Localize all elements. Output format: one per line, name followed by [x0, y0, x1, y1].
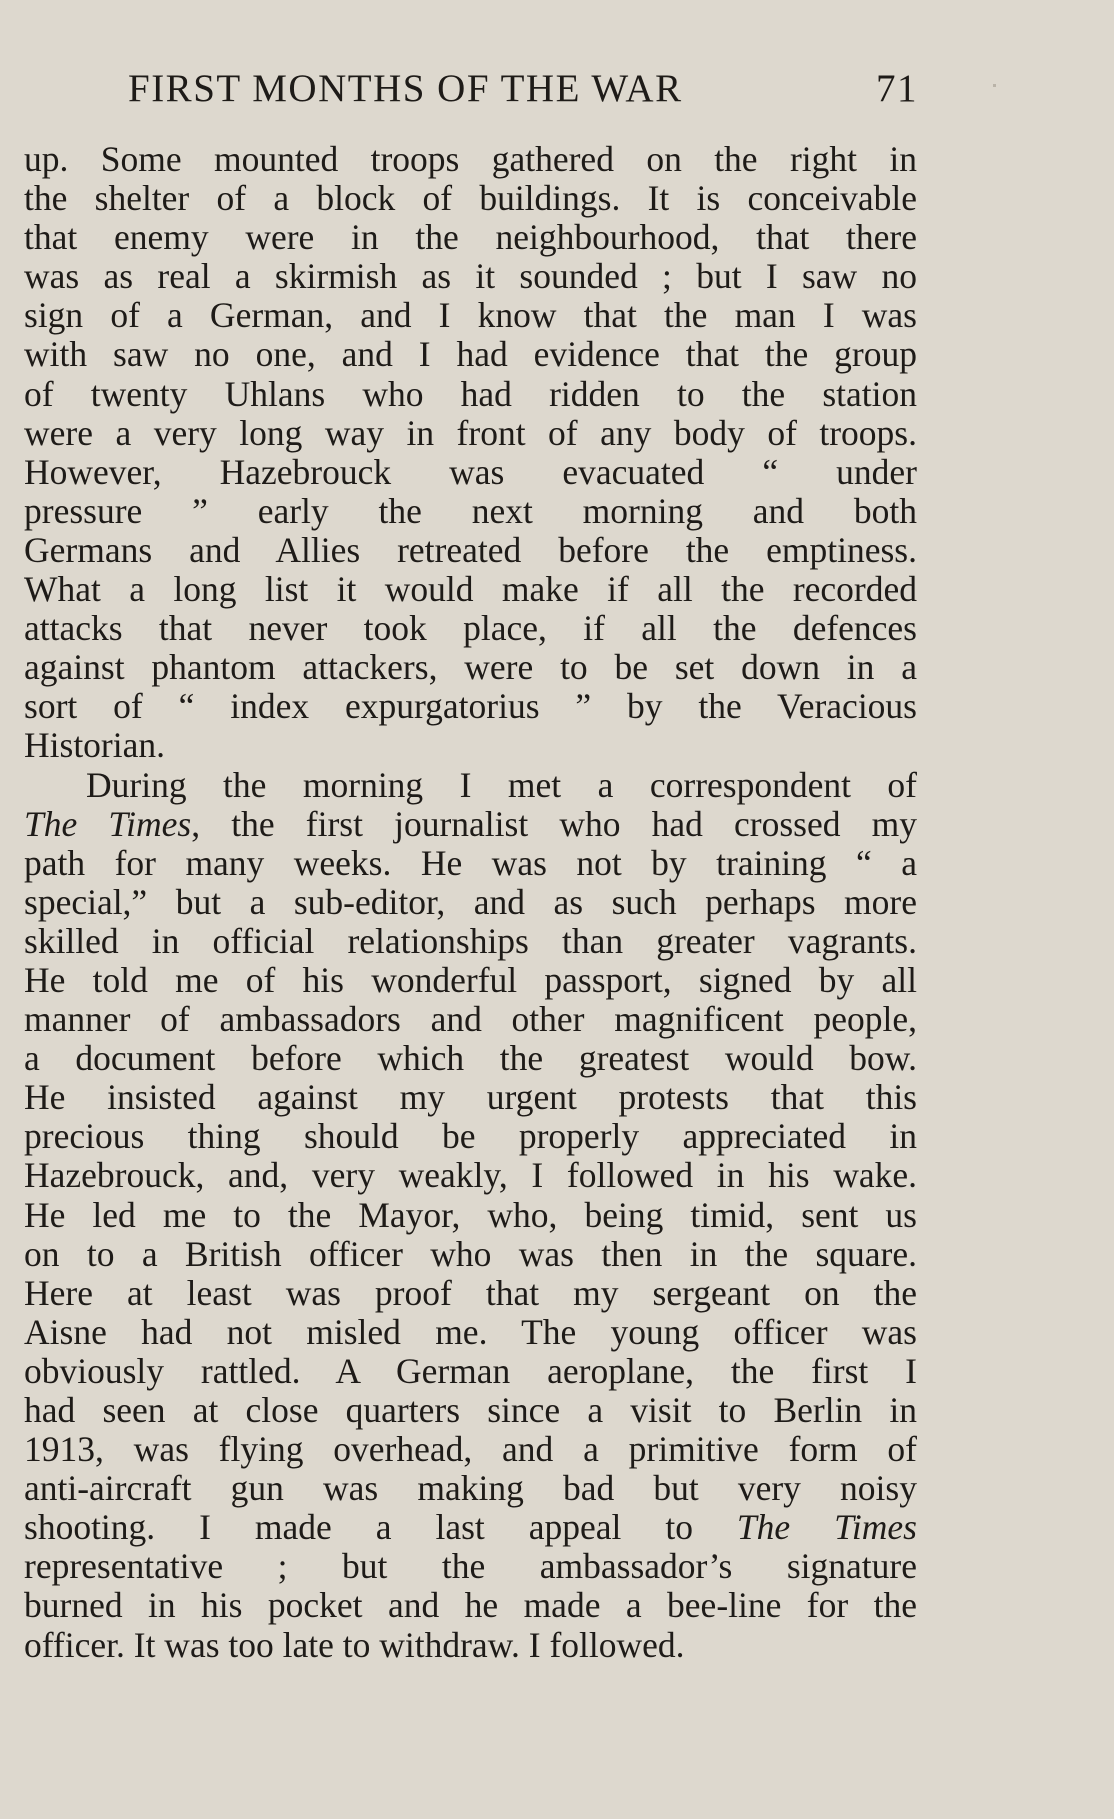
- text-line: burned in his pocket and he made a bee-line for the: [24, 1585, 917, 1626]
- text-line: sort of “ index expurgatorius ” by the Veracious: [24, 686, 917, 727]
- page-number: 71: [876, 67, 918, 110]
- text-line: [24, 1508, 917, 1547]
- text-line: 1913, was flying overhead, and a primitive form of: [24, 1429, 917, 1470]
- text-line: manner of ambassadors and other magnificent people,: [24, 999, 917, 1040]
- text-line: During the morning I met a correspondent of: [86, 764, 917, 805]
- text-line: sign of a German, and I know that the man I was: [24, 295, 917, 336]
- body-text: [24, 140, 917, 1665]
- text-run: shooting. I made a last appeal to: [24, 1507, 737, 1548]
- text-line: He insisted against my urgent protests that this: [24, 1077, 917, 1118]
- text-line: pressure ” early the next morning and both: [24, 490, 917, 531]
- text-line: However, Hazebrouck was evacuated “ under: [24, 451, 917, 492]
- text-line: He told me of his wonderful passport, signed by all: [24, 959, 917, 1000]
- text-line: Historian.: [24, 725, 165, 766]
- text-line: the shelter of a block of buildings. It is conceivable: [24, 178, 917, 219]
- text-line: He led me to the Mayor, who, being timid, sent us: [24, 1194, 917, 1235]
- text-line: Germans and Allies retreated before the emptiness.: [24, 529, 917, 570]
- text-line: of twenty Uhlans who had ridden to the station: [24, 373, 917, 414]
- paper-speck: [993, 84, 996, 87]
- running-head: [128, 66, 918, 114]
- text-line: a document before which the greatest would bow.: [24, 1038, 917, 1079]
- text-line: precious thing should be properly appreciated in: [24, 1116, 917, 1157]
- text-run: , the first journalist who had crossed my: [191, 803, 917, 844]
- newspaper-title: The Times: [24, 803, 192, 844]
- text-line: Aisne had not misled me. The young officer was: [24, 1311, 917, 1352]
- text-line: was as real a skirmish as it sounded ; but I saw no: [24, 256, 917, 297]
- text-line: officer. It was too late to withdraw. I followed.: [24, 1624, 685, 1665]
- text-line: Hazebrouck, and, very weakly, I followed in his wake.: [24, 1155, 917, 1196]
- text-line: against phantom attackers, were to be set down in a: [24, 647, 917, 688]
- text-line: up. Some mounted troops gathered on the right in: [24, 139, 917, 179]
- text-line: representative ; but the ambassador’s signature: [24, 1546, 917, 1587]
- text-line: were a very long way in front of any body of troops.: [24, 412, 917, 453]
- text-line: on to a British officer who was then in the square.: [24, 1233, 917, 1274]
- text-line: attacks that never took place, if all the defences: [24, 608, 917, 649]
- text-line: that enemy were in the neighbourhood, that there: [24, 217, 917, 258]
- text-line: with saw no one, and I had evidence that the group: [24, 334, 917, 375]
- text-line: obviously rattled. A German aeroplane, the first I: [24, 1350, 917, 1391]
- text-line: What a long list it would make if all the recorded: [24, 569, 917, 610]
- text-line: Here at least was proof that my sergeant on the: [24, 1272, 917, 1313]
- chapter-title: FIRST MONTHS OF THE WAR: [128, 67, 683, 110]
- newspaper-title: The Times: [736, 1507, 917, 1548]
- text-line: [24, 805, 917, 844]
- text-line: anti-aircraft gun was making bad but very noisy: [24, 1468, 917, 1509]
- text-line: skilled in official relationships than greater vagrants.: [24, 920, 917, 961]
- text-line: special,” but a sub-editor, and as such perhaps more: [24, 881, 917, 922]
- text-line: had seen at close quarters since a visit to Berlin in: [24, 1390, 917, 1430]
- text-line: path for many weeks. He was not by training “ a: [24, 842, 917, 883]
